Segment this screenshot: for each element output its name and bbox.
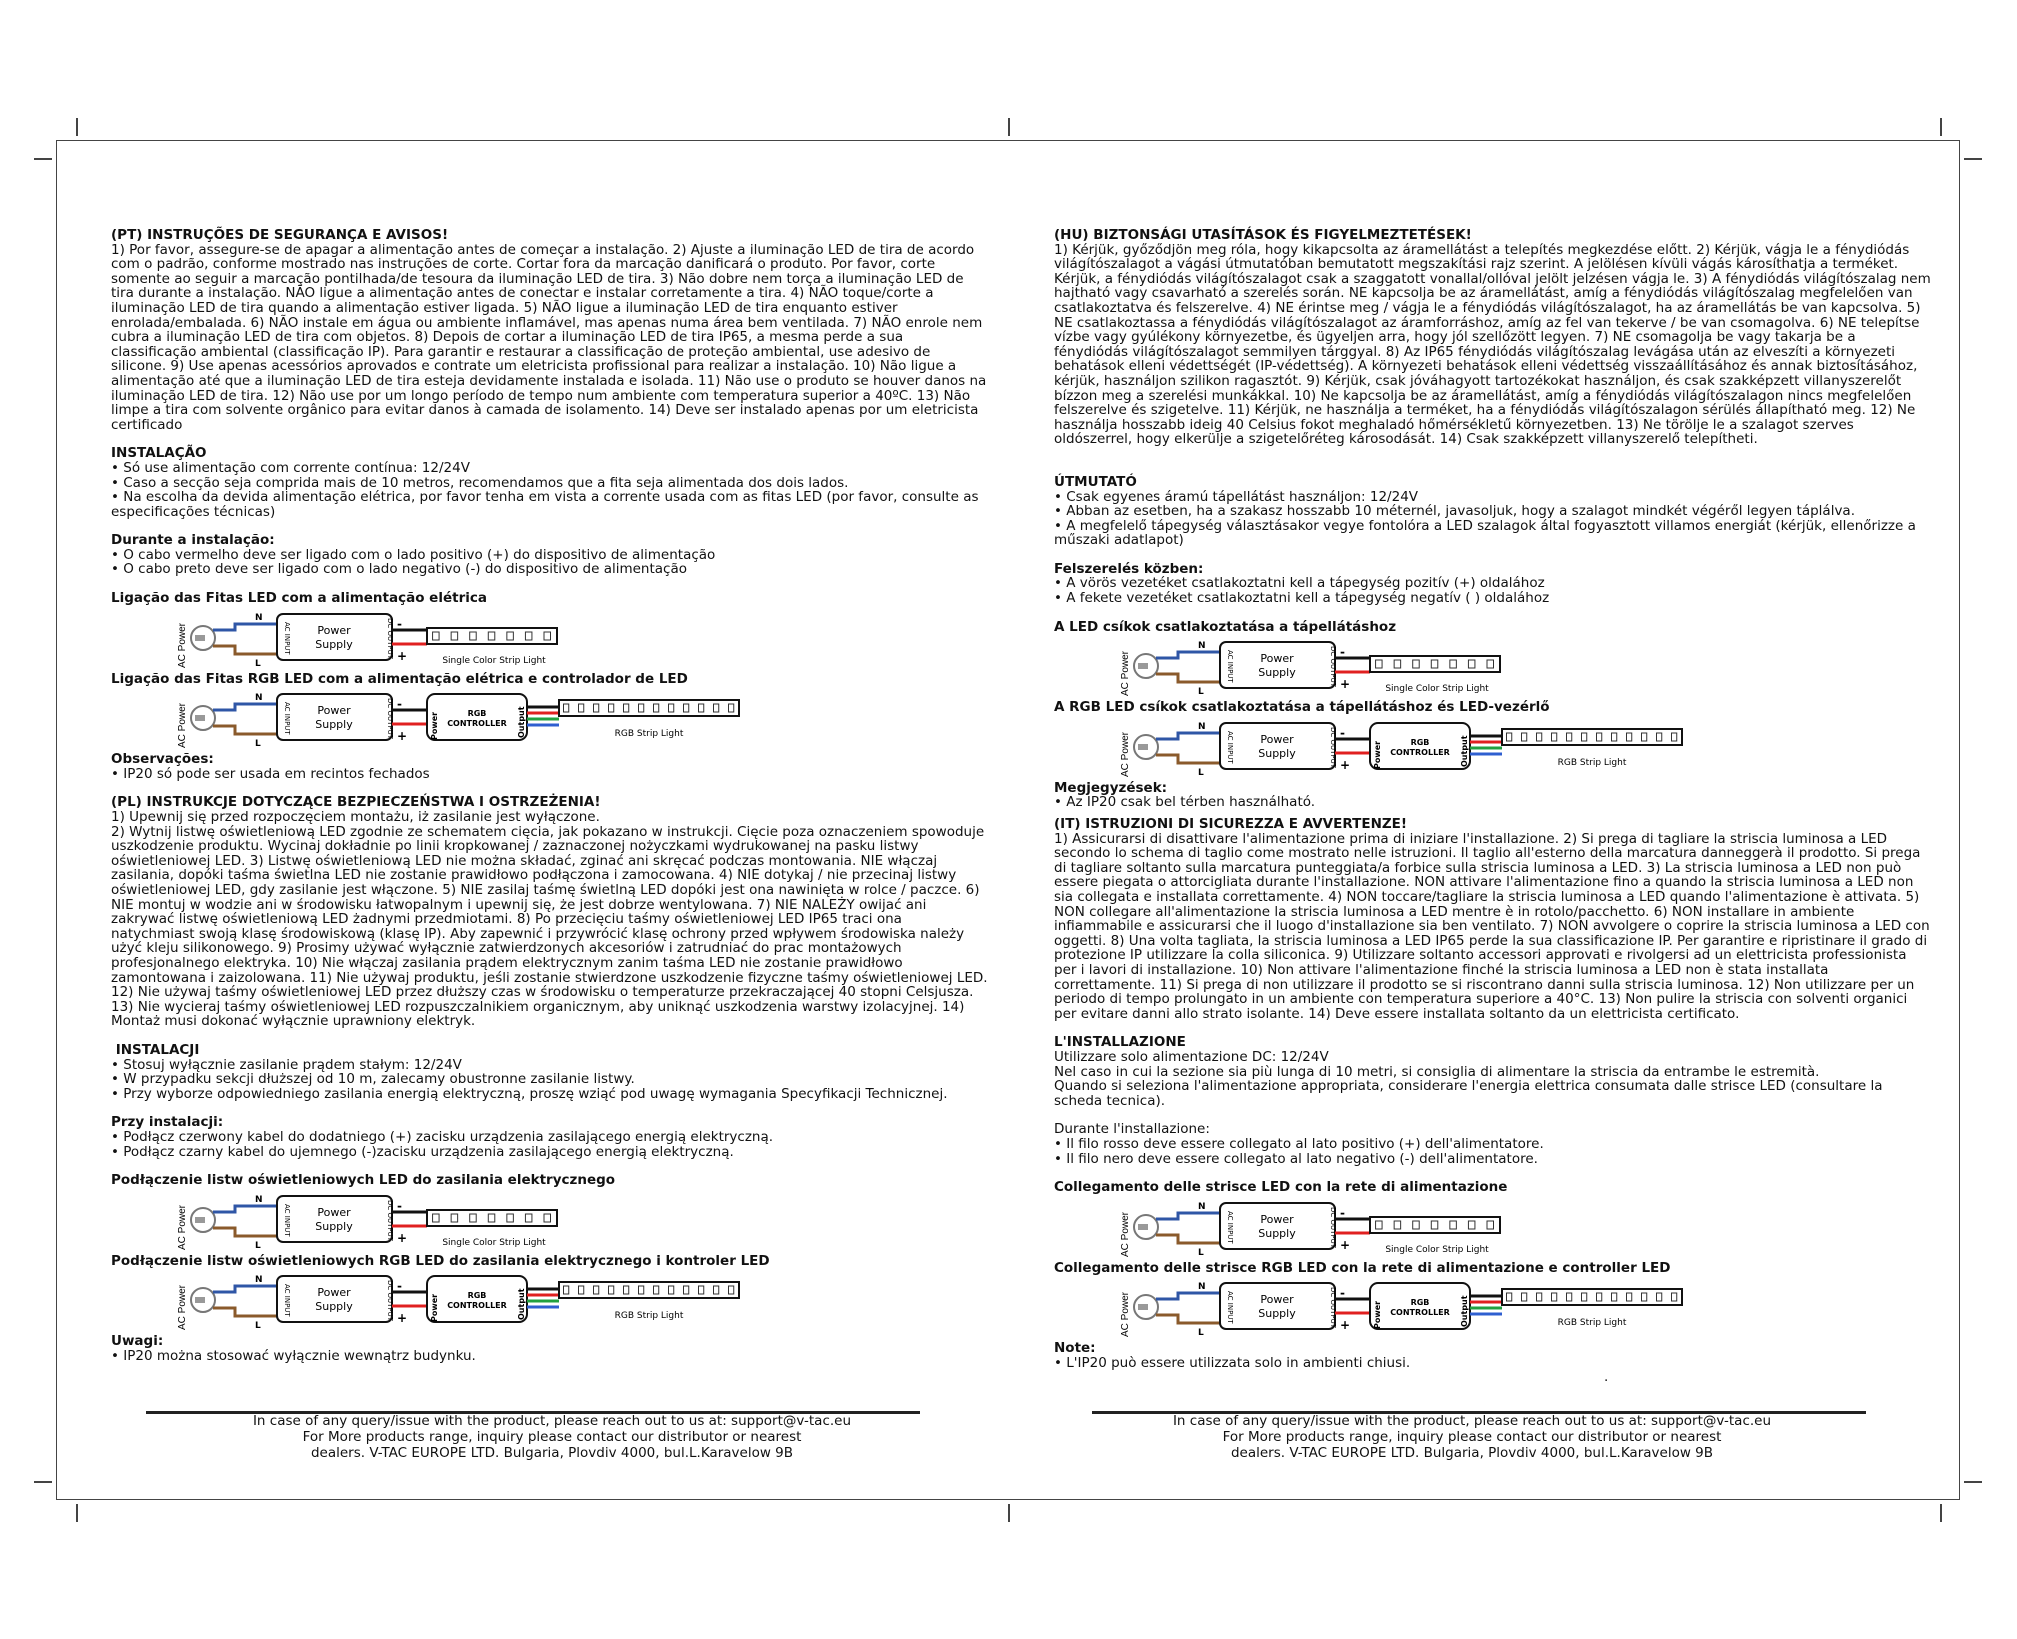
hu-during-item: • A vörös vezetéket csatlakoztatni kell a tápegység pozitív (+) oldalához [1054, 575, 1545, 592]
wiring-diagram-svg [1122, 1279, 1712, 1337]
rgb-strip-label: RGB Strip Light [614, 1311, 684, 1322]
stray-dot: . [1604, 1369, 1609, 1386]
led-chip [1552, 733, 1557, 741]
led-chip [1642, 1293, 1647, 1301]
led-chip [488, 1214, 495, 1222]
led-chip [699, 1286, 704, 1294]
it-single-connection-heading: Collegamento delle strisce LED con la rete di alimentazione [1054, 1179, 1508, 1196]
led-chip [1431, 660, 1438, 668]
led-chip [729, 1286, 734, 1294]
right-column [1054, 228, 1932, 1385]
power-supply-label: Supply [1258, 1307, 1296, 1321]
power-supply-label: Supply [315, 637, 353, 651]
pl-install-item: • Stosuj wyłącznie zasilanie prądem stałym: 12/24V [111, 1056, 462, 1073]
led-chip [1394, 1221, 1401, 1229]
wiring-diagram-svg [1122, 1199, 1542, 1257]
it-install-item: Utilizzare solo alimentazione DC: 12/24V [1054, 1048, 1329, 1065]
crop-mark [76, 1504, 78, 1522]
power-supply-label: Power [317, 623, 351, 637]
led-chip [684, 704, 689, 712]
led-chip [654, 1286, 659, 1294]
led-chip [1657, 733, 1662, 741]
live-wire [1156, 755, 1220, 763]
crop-mark [1940, 118, 1942, 136]
plug-prong-icon [1138, 663, 1148, 669]
led-chip [1507, 1293, 1512, 1301]
rgb-strip [1502, 729, 1682, 745]
ac-power-label: AC Power [1120, 651, 1131, 697]
footer-contact-line: In case of any query/issue with the product, please reach out to us at: support@v-tac.eu [1172, 1413, 1772, 1429]
crop-mark [1008, 1504, 1010, 1522]
footer-right [1084, 1413, 1860, 1461]
it-heading: (IT) ISTRUZIONI DI SICUREZZA E AVVERTENZE! [1054, 816, 1408, 833]
wiring-diagram-svg [1122, 719, 1712, 777]
power-supply-box [277, 1276, 392, 1322]
footer-address-line: dealers. V-TAC EUROPE LTD. Bulgaria, Plovdiv 4000, bul.L.Karavelow 9B [1230, 1445, 1714, 1461]
pl-during-item: • Podłącz czerwony kabel do dodatniego (+) zacisku urządzenia zasilającego energią elektryczną. [111, 1128, 774, 1145]
power-supply-label: Power [317, 704, 351, 718]
neutral-wire [213, 624, 277, 630]
n-label: N [255, 1275, 263, 1286]
ac-input-label: AC INPUT [283, 702, 291, 735]
crop-mark [34, 158, 52, 160]
led-chip [624, 1286, 629, 1294]
led-chip [1567, 733, 1572, 741]
power-supply-label: Supply [1258, 746, 1296, 760]
ac-power-label: AC Power [177, 1285, 188, 1331]
n-label: N [255, 693, 263, 704]
ac-power-label: AC Power [177, 622, 188, 668]
wiring-diagram-svg [179, 1192, 599, 1250]
it-notes-heading: Note: [1054, 1340, 1096, 1357]
led-chip [1582, 1293, 1587, 1301]
rgb-controller-label: CONTROLLER [447, 1301, 507, 1311]
pt-notes-heading: Observações: [111, 751, 214, 768]
dc-output-label: DC OUTPUT [386, 1280, 394, 1322]
positive-sign: + [397, 1311, 408, 1326]
hu-during-item: • A fekete vezetéket csatlakoztatni kell a tápegység negatív ( ) oldalához [1054, 590, 1550, 607]
led-chip [1537, 1293, 1542, 1301]
plug-prong-icon [1138, 1224, 1148, 1230]
controller-power-label: Power [1373, 740, 1382, 769]
power-supply-label: Supply [315, 1219, 353, 1233]
power-supply-box [277, 694, 392, 740]
power-supply-label: Power [1260, 1293, 1294, 1307]
rgb-wiring-diagram [1122, 719, 1932, 777]
led-chip [1612, 733, 1617, 741]
led-chip [1431, 1221, 1438, 1229]
power-supply-box [1220, 1283, 1335, 1329]
led-chip [624, 704, 629, 712]
ac-input-label: AC INPUT [283, 1284, 291, 1317]
led-chip [1597, 1293, 1602, 1301]
rgb-controller-label: RGB [467, 709, 487, 719]
ac-power-label: AC Power [1120, 1292, 1131, 1338]
neutral-wire [1156, 652, 1220, 658]
pl-safety-body: 1) Upewnij się przed rozpoczęciem montażu, iż zasilanie jest wyłączone. 2) Wytnij listwę oświetleniową LED zgodnie ze schematem cięcia, jak pokazano w instrukcji. Cięcie poza oznaczeniem spowoduje uszkodzenie produktu. Wycinaj dokładnie po linii kropkowanej / zaznaczonej nożyczkami wydrukowanej na pasku listwy oświetleniowej LED. 3) Listwę oświetleniową LED nie można składać, zginać ani skręcać podczas montowania. NIE włączaj zasilania, dopóki taśma świetlna LED nie zostanie prawidłowo podłączona i zamocowana. 4) NIE dotykaj / nie przecinaj listwy oświetleniowej LED, gdy zasilanie jest włączone. 5) NIE zasilaj taśmę świetlną LED dopóki jest ona nawinięta w rolce / paczce. 6) NIE montuj w wodzie ani w środowisku łatwopalnym i upewnij się, że jest dobrze wentylowana. 7) NIE NALEŻY owijać ani zakrywać listwę oświetleniową LED żadnymi przedmiotami. 8) Po przecięciu taśmy oświetleniowej LED IP65 traci ona natychmiast swoją klasę środowiskową (klasę IP). Aby zapewnić i przywrócić klasę ochrony przed wpływem środowiska należy użyć kleju silikonowego. 9) Prosimy używać wyłącznie zatwierdzonych akcesoriów i zatrudniać do prac montażowych profesjonalnego elektryka. 10) Nie włączaj zasilania prądem elektrycznym zanim taśma LED nie zostanie prawidłowo zamontowana i zaizolowana. 11) Nie używaj produktu, jeśli zostanie stwierdzone uszkodzenie fizyczne taśmy oświetleniowej LED. 12) Nie używaj taśmy oświetleniowej LED przez dłuższy czas w środowisku o temperaturze przekraczającej 40 stopni Celsjusza. 13) Nie wycieraj taśmy oświetleniowej LED rozpuszczalnikiem organicznym, aby uniknąć uszkodzenia warstwy izolacyjnej. 14) Montaż musi dokonać wyłącznie uprawniony elektryk. [111, 809, 988, 1030]
l-label: L [255, 739, 261, 750]
led-chip [544, 1214, 551, 1222]
it-rgb-connection-heading: Collegamento delle strisce RGB LED con la rete di alimentazione e controller LED [1054, 1259, 1671, 1276]
dc-output-label: DC OUTPUT [1329, 1287, 1337, 1329]
hu-during-heading: Felszerelés közben: [1054, 560, 1204, 577]
led-chip [579, 704, 584, 712]
crop-mark [1964, 158, 1982, 160]
hu-safety-body: 1) Kérjük, győződjön meg róla, hogy kikapcsolta az áramellátást a telepítés megkezdése előtt. 2) Kérjük, vágja le a fénydiódás világítószalagot a vágási útmutatóban bemutatott megszakítási rajz szerint. A jelölésen kívüli vágás károsíthatja a terméket. Kérjük, a fénydiódás világítószalagot csak a szaggatott vonallal/ollóval jelölt jelzésen vágja le. 3) A fénydiódás világítószalag nem hajtható vagy csavarható a szerelés során. NE kapcsolja be az áramellátást, amíg a fénydiódás világítószalag megfelelően van csatlakoztatva és felszerelve. 4) NE érintse meg / vágja le a fénydiódás világítószalagot, ha az áramellátás be van kapcsolva. 5) NE csatlakoztassa a fénydiódás világítószalagot az áramforráshoz, amíg az fel van tekerve / be van csomagolva. 6) NE telepítse vízbe vagy gyúlékony környezetbe, és ügyeljen arra, hogy jól szellőzött legyen. 7) NE csomagolja be vagy takarja be a fénydiódás világítószalagot semmilyen tárggyal. 8) Az IP65 fénydiódás világítószalag levágása után az elveszíti a környezeti behatások elleni védettségét (IP-védettség). A környezeti behatások elleni védettség visszaállításához és annak biztosításához, kérjük, használjon szilikon ragasztót. 9) Kérjük, csak jóváhagyott tartozékokat használjon, és csak szakképzett villanyszerelőt bízzon meg a szerelési munkákkal. 10) Ne kapcsolja be az áramellátást, amíg a fénydiódás világítószalagon nincs megfelelően felszerelve és szigetelve. 11) Kérjük, ne használja a terméket, ha a fénydiódás világítószalagon sérülés állapítható meg. 12) Ne használja hosszabb ideig 40 Celsius fokot meghaladó hőmérsékletű környezetben. 13) Ne törölje le a szalagot szerves oldószerrel, hogy elkerülje a szigetelőréteg károsodását. 14) Csak szakképzett villanyszerelő telepítheti. [1054, 241, 1931, 448]
n-label: N [1198, 1201, 1206, 1212]
controller-power-label: Power [430, 1294, 439, 1323]
footer-left [164, 1413, 940, 1461]
ac-input-label: AC INPUT [283, 1203, 291, 1237]
dc-output-label: DC OUTPUT [1329, 1206, 1337, 1248]
led-chip [1413, 660, 1420, 668]
led-chip [1376, 660, 1383, 668]
ac-input-label: AC INPUT [283, 621, 291, 655]
pt-install-item: • Caso a secção seja comprida mais de 10 metros, recomendamos que a fita seja alimentada dos dois lados. [111, 474, 849, 491]
power-supply-box [1220, 642, 1335, 688]
negative-sign: - [1340, 725, 1345, 740]
led-chip [699, 704, 704, 712]
live-wire [213, 646, 277, 654]
led-chip [564, 1286, 569, 1294]
ac-power-label: AC Power [177, 1204, 188, 1250]
controller-output-label: Output [1460, 735, 1469, 767]
pl-during-heading: Przy instalacji: [111, 1114, 224, 1131]
pt-install-item: • Na escolha da devida alimentação elétrica, por favor tenha em vista a corrente usada com as fitas LED (por favor, consulte as especificações técnicas) [111, 489, 979, 520]
led-chip [609, 704, 614, 712]
power-supply-box [1220, 1203, 1335, 1249]
led-chip [1567, 1293, 1572, 1301]
rgb-strip-label: RGB Strip Light [1557, 757, 1627, 768]
led-chip [609, 1286, 614, 1294]
led-chip [1627, 1293, 1632, 1301]
power-supply-label: Supply [1258, 666, 1296, 680]
rgb-controller-label: CONTROLLER [447, 719, 507, 729]
led-chip [669, 1286, 674, 1294]
rgb-strip-label: RGB Strip Light [614, 729, 684, 740]
live-wire [213, 1308, 277, 1316]
negative-sign: - [397, 1198, 402, 1213]
led-chip [1642, 733, 1647, 741]
hu-install-item: • Csak egyenes áramú tápellátást használjon: 12/24V [1054, 488, 1419, 505]
led-chip [1522, 733, 1527, 741]
positive-sign: + [1340, 1318, 1351, 1333]
positive-sign: + [1340, 677, 1351, 692]
rgb-controller-label: CONTROLLER [1390, 747, 1450, 757]
negative-sign: - [1340, 1286, 1345, 1301]
n-label: N [1198, 721, 1206, 732]
hu-install-heading: ÚTMUTATÓ [1054, 473, 1137, 490]
it-during-item: • Il filo rosso deve essere collegato al lato positivo (+) dell'alimentatore. [1054, 1135, 1544, 1152]
footer-address-line: dealers. V-TAC EUROPE LTD. Bulgaria, Plovdiv 4000, bul.L.Karavelow 9B [310, 1445, 794, 1461]
power-supply-box [1220, 723, 1335, 769]
ac-input-label: AC INPUT [1226, 1210, 1234, 1244]
live-wire [1156, 1235, 1220, 1243]
led-chip [714, 1286, 719, 1294]
it-install-item: Nel caso in cui la sezione sia più lunga di 10 metri, si consiglia di alimentare la striscia da entrambe le estremità. [1054, 1063, 1820, 1080]
plug-prong-icon [195, 635, 205, 641]
positive-sign: + [1340, 757, 1351, 772]
dc-output-label: DC OUTPUT [386, 698, 394, 740]
wiring-diagram-svg [179, 610, 599, 668]
ac-input-label: AC INPUT [1226, 730, 1234, 764]
rgb-strip-label: RGB Strip Light [1557, 1318, 1627, 1329]
single-strip-label: Single Color Strip Light [442, 1237, 546, 1248]
n-label: N [255, 612, 263, 623]
crop-mark [34, 1481, 52, 1483]
neutral-wire [1156, 1213, 1220, 1219]
led-chip [1522, 1293, 1527, 1301]
it-safety-body: 1) Assicurarsi di disattivare l'alimentazione prima di iniziare l'installazione. 2) Si prega di tagliare la striscia luminosa a LED secondo lo schema di taglio come mostrato nelle istruzioni. Il taglio all'esterno della marcatura danneggerà il prodotto. Si prega di tagliare soltanto sulla marcatura punteggiata/a forbice sulla striscia luminosa a LED. 3) La striscia luminosa a LED non può essere piegata o attorcigliata durante l'installazione. NON attivare l'alimentazione fino a quando la striscia luminosa a LED non sia collegata e installata correttamente. 4) NON toccare/tagliare la striscia luminosa a LED quando l'alimentazione è attivata. 5) NON collegare all'alimentazione la striscia luminosa a LED mentre è in rotolo/pacchetto. 6) NON installare in ambiente infiammabile e assicurarsi che il luogo d'installazione sia ben ventilato. 7) NON avvolgere o coprire la striscia luminosa a LED con oggetti. 8) Una volta tagliata, la striscia luminosa a LED IP65 perde la sua classificazione IP. Per garantire e ripristinare il grado di protezione IP utilizzare la colla siliconica. 9) Utilizzare soltanto accessori approvati e rivolgersi ad un elettricista professionista per i lavori di installazione. 10) Non attivare l'alimentazione finché la striscia luminosa a LED non è stata installata correttamente. 11) Si prega di non utilizzare il prodotto se si riscontrano danni sulla striscia luminosa. 12) Non utilizzare per un periodo di tempo prolungato in un ambiente con temperatura superiore a 40°C. 13) Non pulire la striscia con solventi organici per evitare danni allo strato isolante. 14) Deve essere installata soltanto da un elettricista certificato. [1054, 830, 1930, 1022]
led-chip [594, 704, 599, 712]
led-chip [564, 704, 569, 712]
rgb-wiring-diagram [179, 1272, 989, 1330]
plug-prong-icon [195, 1217, 205, 1223]
ac-input-label: AC INPUT [1226, 1291, 1234, 1324]
led-chip [433, 1214, 440, 1222]
rgb-controller-label: RGB [467, 1291, 487, 1301]
positive-sign: + [397, 648, 408, 663]
neutral-wire [1156, 1293, 1220, 1299]
led-chip [1468, 660, 1475, 668]
ac-power-label: AC Power [177, 703, 188, 749]
led-chip [488, 632, 495, 640]
ac-input-label: AC INPUT [1226, 650, 1234, 683]
l-label: L [1198, 687, 1204, 698]
led-chip [1450, 660, 1457, 668]
pl-notes-heading: Uwagi: [111, 1333, 164, 1350]
live-wire [213, 1228, 277, 1236]
negative-sign: - [397, 616, 402, 631]
l-label: L [1198, 767, 1204, 778]
it-install-item: Quando si seleziona l'alimentazione appropriata, considerare l'energia elettrica consumata dalle strisce LED (consultare la scheda tecnica). [1054, 1078, 1883, 1109]
negative-sign: - [1340, 645, 1345, 660]
it-during-item: • Il filo nero deve essere collegato al lato negativo (-) dell'alimentatore. [1054, 1150, 1538, 1167]
crop-mark [1940, 1504, 1942, 1522]
ac-power-label: AC Power [1120, 731, 1131, 777]
pt-install-heading: INSTALAÇÃO [111, 445, 207, 462]
it-notes-item: • L'IP20 può essere utilizzata solo in ambienti chiusi. [1054, 1354, 1411, 1371]
plug-prong-icon [195, 1297, 205, 1303]
led-chip [654, 704, 659, 712]
footer-contact-line: In case of any query/issue with the product, please reach out to us at: support@v-tac.eu [252, 1413, 852, 1429]
single-strip-label: Single Color Strip Light [1385, 1244, 1489, 1255]
plug-prong-icon [1138, 744, 1148, 750]
led-chip [1487, 660, 1494, 668]
power-supply-label: Power [1260, 732, 1294, 746]
rgb-controller-label: CONTROLLER [1390, 1308, 1450, 1318]
led-chip [451, 632, 458, 640]
live-wire [213, 726, 277, 734]
positive-sign: + [1340, 1237, 1351, 1252]
hu-install-item: • A megfelelő tápegység választásakor vegye fontolóra a LED szalagok által fogyasztott villamos energiát (kérjük, ellenőrizze a műszaki adatlapot) [1054, 517, 1916, 549]
pt-heading: (PT) INSTRUÇÕES DE SEGURANÇA E AVISOS! [111, 227, 449, 243]
led-chip [1487, 1221, 1494, 1229]
live-wire [1156, 674, 1220, 682]
controller-power-label: Power [430, 712, 439, 741]
single-color-wiring-diagram [1122, 638, 1932, 696]
led-chip [579, 1286, 584, 1294]
led-chip [1468, 1221, 1475, 1229]
power-supply-label: Supply [315, 718, 353, 732]
pl-heading: (PL) INSTRUKCJE DOTYCZĄCE BEZPIECZEŃSTWA I OSTRZEŻENIA! [111, 794, 601, 811]
pt-safety-body: 1) Por favor, assegure-se de apagar a alimentação antes de começar a instalação. 2) Ajuste a iluminação LED de tira de acordo com o padrão, conforme mostrado nas instruções de corte. Cortar fora da marcação danificará o produto. Por favor, corte somente ao seguir a marcação pontilhada/de tesoura da iluminação LED de tira. 3) Não dobre nem torça a iluminação LED de tira durante a instalação. NÃO ligue a alimentação antes de conectar e instalar corretamente a tira. 4) NÃO toque/corte a iluminação LED de tira quando a alimentação estiver ligada. 5) NÃO ligue a iluminação LED de tira enquanto estiver enrolada/embalada. 6) NÃO instale em água ou ambiente inflamável, mas apenas numa área bem ventilada. 7) NÃO enrole nem cubra a iluminação LED de tira com objetos. 8) Depois de cortar a iluminação LED de tira IP65, a mesma perde a sua classificação ambiental (classificação IP). Para garantir e restaurar a classificação de proteção ambiental, use adesivo de silicone. 9) Use apenas acessórios aprovados e contrate um eletricista profissional para realizar a instalação. 10) Não ligue a alimentação até que a iluminação LED de tira esteja devidamente instalada e isolada. 11) Não use o produto se houver danos na iluminação LED de tira. 12) Não use por um longo período de tempo num ambiente com temperatura superior a 40ºC. 13) Não limpe a tira com solvente orgânico para evitar danos à camada de isolamento. 14) Deve ser instalado apenas por um eletricista certificado [111, 241, 987, 433]
wiring-diagram-svg [1122, 638, 1542, 696]
rgb-strip [1502, 1289, 1682, 1305]
led-chip [684, 1286, 689, 1294]
led-chip [1672, 1293, 1677, 1301]
dc-output-label: DC OUTPUT [386, 1199, 394, 1241]
power-supply-label: Supply [315, 1300, 353, 1314]
pt-install-item: • Só use alimentação com corrente contínua: 12/24V [111, 459, 470, 476]
led-chip [639, 1286, 644, 1294]
pt-notes-item: • IP20 só pode ser usada em recintos fechados [111, 765, 430, 782]
rgb-wiring-diagram [1122, 1279, 1932, 1337]
neutral-wire [213, 1286, 277, 1292]
rgb-wiring-diagram [179, 690, 989, 748]
hu-rgb-connection-heading: A RGB LED csíkok csatlakoztatása a tápellátáshoz és LED-vezérlő [1054, 699, 1550, 716]
led-chip [470, 632, 477, 640]
rgb-controller-label: RGB [1410, 737, 1430, 747]
n-label: N [1198, 641, 1206, 652]
led-chip [669, 704, 674, 712]
it-during-heading: Durante l'installazione: [1054, 1121, 1210, 1138]
led-chip [1672, 733, 1677, 741]
led-chip [1507, 733, 1512, 741]
hu-heading: (HU) BIZTONSÁGI UTASÍTÁSOK ÉS FIGYELMEZTETÉSEK! [1054, 227, 1472, 243]
pl-single-connection-heading: Podłączenie listw oświetleniowych LED do zasilania elektrycznego [111, 1172, 616, 1189]
power-supply-box [277, 614, 392, 660]
led-chip [470, 1214, 477, 1222]
hu-notes-item: • Az IP20 csak bel térben használható. [1054, 794, 1316, 811]
led-chip [729, 704, 734, 712]
pl-rgb-connection-heading: Podłączenie listw oświetleniowych RGB LED do zasilania elektrycznego i kontroler LED [111, 1252, 770, 1269]
left-column [111, 228, 989, 1363]
live-wire [1156, 1315, 1220, 1323]
led-chip [451, 1214, 458, 1222]
led-chip [544, 632, 551, 640]
positive-sign: + [397, 729, 408, 744]
controller-output-label: Output [1460, 1295, 1469, 1328]
led-chip [639, 704, 644, 712]
wiring-diagram-svg [179, 1272, 769, 1330]
led-chip [525, 1214, 532, 1222]
rgb-controller-label: RGB [1410, 1298, 1430, 1308]
neutral-wire [213, 704, 277, 710]
l-label: L [255, 658, 261, 669]
l-label: L [255, 1321, 261, 1332]
pl-install-item: • W przypadku sekcji dłuższej od 10 m, zalecamy obustronne zasilanie listwy. [111, 1071, 635, 1088]
led-chip [1413, 1221, 1420, 1229]
led-chip [1612, 1293, 1617, 1301]
positive-sign: + [397, 1230, 408, 1245]
power-supply-label: Power [317, 1205, 351, 1219]
led-chip [1627, 733, 1632, 741]
l-label: L [1198, 1328, 1204, 1339]
power-supply-label: Supply [1258, 1226, 1296, 1240]
single-color-wiring-diagram [179, 1192, 989, 1250]
crop-mark [76, 118, 78, 136]
dc-output-label: DC OUTPUT [386, 617, 394, 659]
rgb-strip [559, 700, 739, 716]
l-label: L [255, 1240, 261, 1251]
plug-prong-icon [195, 715, 205, 721]
pt-single-connection-heading: Ligação das Fitas LED com a alimentação elétrica [111, 590, 487, 607]
l-label: L [1198, 1247, 1204, 1258]
led-chip [594, 1286, 599, 1294]
power-supply-label: Power [1260, 1212, 1294, 1226]
led-chip [433, 632, 440, 640]
led-chip [1376, 1221, 1383, 1229]
crop-mark [1008, 118, 1010, 136]
led-chip [714, 704, 719, 712]
pl-notes-item: • IP20 można stosować wyłącznie wewnątrz budynku. [111, 1347, 476, 1364]
it-install-heading: L'INSTALLAZIONE [1054, 1034, 1186, 1051]
led-chip [1597, 733, 1602, 741]
single-color-wiring-diagram [1122, 1199, 1932, 1257]
pt-during-item: • O cabo preto deve ser ligado com o lado negativo (-) do dispositivo de alimentação [111, 561, 688, 578]
crop-mark [1964, 1481, 1982, 1483]
plug-prong-icon [1138, 1304, 1148, 1310]
negative-sign: - [397, 697, 402, 712]
neutral-wire [1156, 733, 1220, 739]
pt-during-item: • O cabo vermelho deve ser ligado com o lado positivo (+) do dispositivo de alimentação [111, 546, 716, 563]
led-chip [1537, 733, 1542, 741]
pl-during-item: • Podłącz czarny kabel do ujemnego (-)zacisku urządzenia zasilającego energią elektryczną. [111, 1143, 734, 1160]
pl-install-item: • Przy wyborze odpowiedniego zasilania energią elektryczną, proszę wziąć pod uwagę wymagania Specyfikacji Technicznej. [111, 1085, 948, 1102]
power-supply-box [277, 1196, 392, 1242]
led-chip [1582, 733, 1587, 741]
controller-output-label: Output [517, 1288, 526, 1321]
pl-install-heading: INSTALACJI [111, 1041, 200, 1058]
pt-rgb-connection-heading: Ligação das Fitas RGB LED com a alimentação elétrica e controlador de LED [111, 670, 688, 687]
footer-distributor-line: For More products range, inquiry please contact our distributor or nearest [1222, 1429, 1722, 1445]
controller-output-label: Output [517, 706, 526, 739]
dc-output-label: DC OUTPUT [1329, 646, 1337, 688]
power-supply-label: Power [1260, 652, 1294, 666]
power-supply-label: Power [317, 1286, 351, 1300]
led-chip [1657, 1293, 1662, 1301]
n-label: N [1198, 1282, 1206, 1293]
single-strip-label: Single Color Strip Light [1385, 684, 1489, 695]
hu-install-item: • Abban az esetben, ha a szakasz hosszabb 10 méternél, javasoljuk, hogy a szalagot mindkét végéről legyen táplálva. [1054, 503, 1855, 520]
negative-sign: - [397, 1279, 402, 1294]
rgb-strip [559, 1282, 739, 1298]
negative-sign: - [1340, 1205, 1345, 1220]
led-chip [1394, 660, 1401, 668]
hu-single-connection-heading: A LED csíkok csatlakoztatása a tápellátáshoz [1054, 618, 1397, 635]
wiring-diagram-svg [179, 690, 769, 748]
dc-output-label: DC OUTPUT [1329, 726, 1337, 768]
n-label: N [255, 1194, 263, 1205]
led-chip [507, 632, 514, 640]
led-chip [525, 632, 532, 640]
controller-power-label: Power [1373, 1301, 1382, 1330]
led-chip [1552, 1293, 1557, 1301]
pt-during-heading: Durante a instalação: [111, 532, 275, 549]
single-color-wiring-diagram [179, 610, 989, 668]
led-chip [1450, 1221, 1457, 1229]
ac-power-label: AC Power [1120, 1211, 1131, 1257]
single-strip-label: Single Color Strip Light [442, 655, 546, 666]
hu-notes-heading: Megjegyzések: [1054, 779, 1168, 796]
footer-distributor-line: For More products range, inquiry please contact our distributor or nearest [302, 1429, 802, 1445]
neutral-wire [213, 1206, 277, 1212]
led-chip [507, 1214, 514, 1222]
